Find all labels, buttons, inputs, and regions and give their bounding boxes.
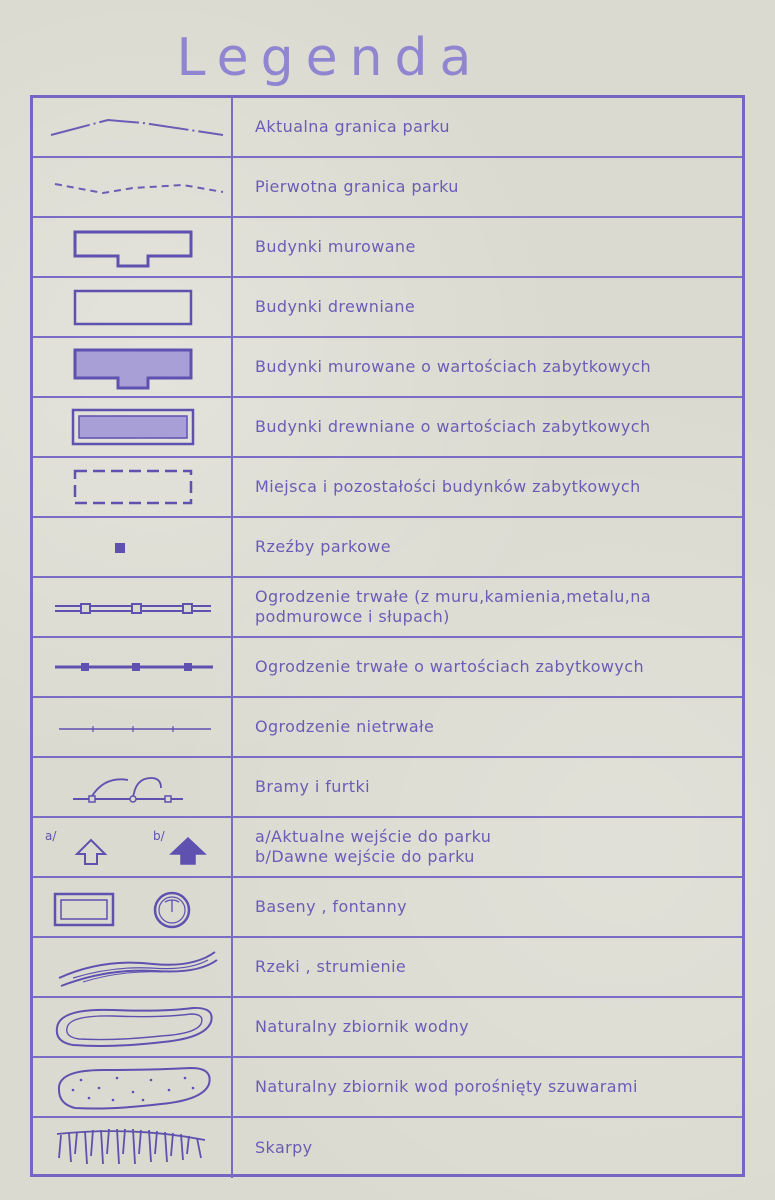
escarpment-icon <box>33 1118 233 1178</box>
legend-row <box>33 638 742 698</box>
current-boundary-line-icon <box>33 98 233 156</box>
entrance-marker-a: a/ <box>45 829 57 843</box>
reed-pond-icon <box>33 1058 233 1116</box>
legend-row <box>33 98 742 158</box>
legend-row <box>33 698 742 758</box>
legend-row <box>33 458 742 518</box>
legend-label-line: b/Dawne wejście do parku <box>255 847 475 866</box>
temporary-fence-icon <box>33 698 233 756</box>
historic-building-remains-dashed-icon <box>33 458 233 516</box>
legend-label: Naturalny zbiornik wod porośnięty szuwarami <box>255 1077 638 1096</box>
legend-row <box>33 158 742 218</box>
legend-label: Rzeźby parkowe <box>255 537 392 556</box>
legend-row <box>33 878 742 938</box>
legend-row <box>33 998 742 1058</box>
legend-row <box>33 578 742 638</box>
legend-label-line: Ogrodzenie trwałe (z muru,kamienia,metalu,na <box>255 587 652 606</box>
legend-label: Rzeki , strumienie <box>255 957 407 976</box>
legend-label: Skarpy <box>255 1138 313 1157</box>
legend-title: Legenda <box>176 28 484 88</box>
sculpture-square-icon <box>33 518 233 576</box>
legend-label: Bramy i furtki <box>255 777 370 796</box>
former-entrance-arrow-icon <box>171 838 205 864</box>
historic-permanent-fence-icon <box>33 638 233 696</box>
legend-label-line: podmurowce i słupach) <box>255 607 450 626</box>
legend-label: Aktualna granica parku <box>255 117 450 136</box>
legend-label: Budynki murowane o wartościach zabytkowych <box>255 357 652 376</box>
legend-row <box>33 278 742 338</box>
legend-row <box>33 218 742 278</box>
wooden-building-outline-icon <box>33 278 233 336</box>
legend-row <box>33 518 742 578</box>
legend-label <box>233 818 742 876</box>
legend-label: Ogrodzenie nietrwałe <box>255 717 435 736</box>
original-boundary-dashed-line-icon <box>33 158 233 216</box>
brick-building-outline-icon <box>33 218 233 276</box>
legend-label: Miejsca i pozostałości budynków zabytkowych <box>255 477 641 496</box>
legend-label: Budynki drewniane <box>255 297 416 316</box>
legend-row <box>33 398 742 458</box>
legend-row <box>33 818 742 878</box>
legend-row <box>33 1058 742 1118</box>
legend-label: Budynki drewniane o wartościach zabytkowych <box>255 417 651 436</box>
legend-row <box>33 1118 742 1178</box>
entrance-arrows-icon <box>33 818 233 876</box>
legend-row <box>33 338 742 398</box>
historic-wooden-building-filled-icon <box>33 398 233 456</box>
legend-row <box>33 758 742 818</box>
legend-label: Budynki murowane <box>255 237 416 256</box>
entrance-marker-b: b/ <box>153 829 165 843</box>
legend-label: Naturalny zbiornik wodny <box>255 1017 469 1036</box>
gates-icon <box>33 758 233 816</box>
river-icon <box>33 938 233 996</box>
legend-label-line: a/Aktualne wejście do parku <box>255 827 492 846</box>
historic-brick-building-filled-icon <box>33 338 233 396</box>
legend-label: Ogrodzenie trwałe o wartościach zabytkowych <box>255 657 644 676</box>
legend-label <box>233 578 742 636</box>
legend-label: Pierwotna granica parku <box>255 177 459 196</box>
current-entrance-arrow-icon <box>77 840 105 864</box>
pool-fountain-icon <box>33 878 233 936</box>
natural-pond-icon <box>33 998 233 1056</box>
permanent-fence-icon <box>33 578 233 636</box>
legend-row <box>33 938 742 998</box>
legend-label: Baseny , fontanny <box>255 897 408 916</box>
legend-table <box>30 95 745 1177</box>
